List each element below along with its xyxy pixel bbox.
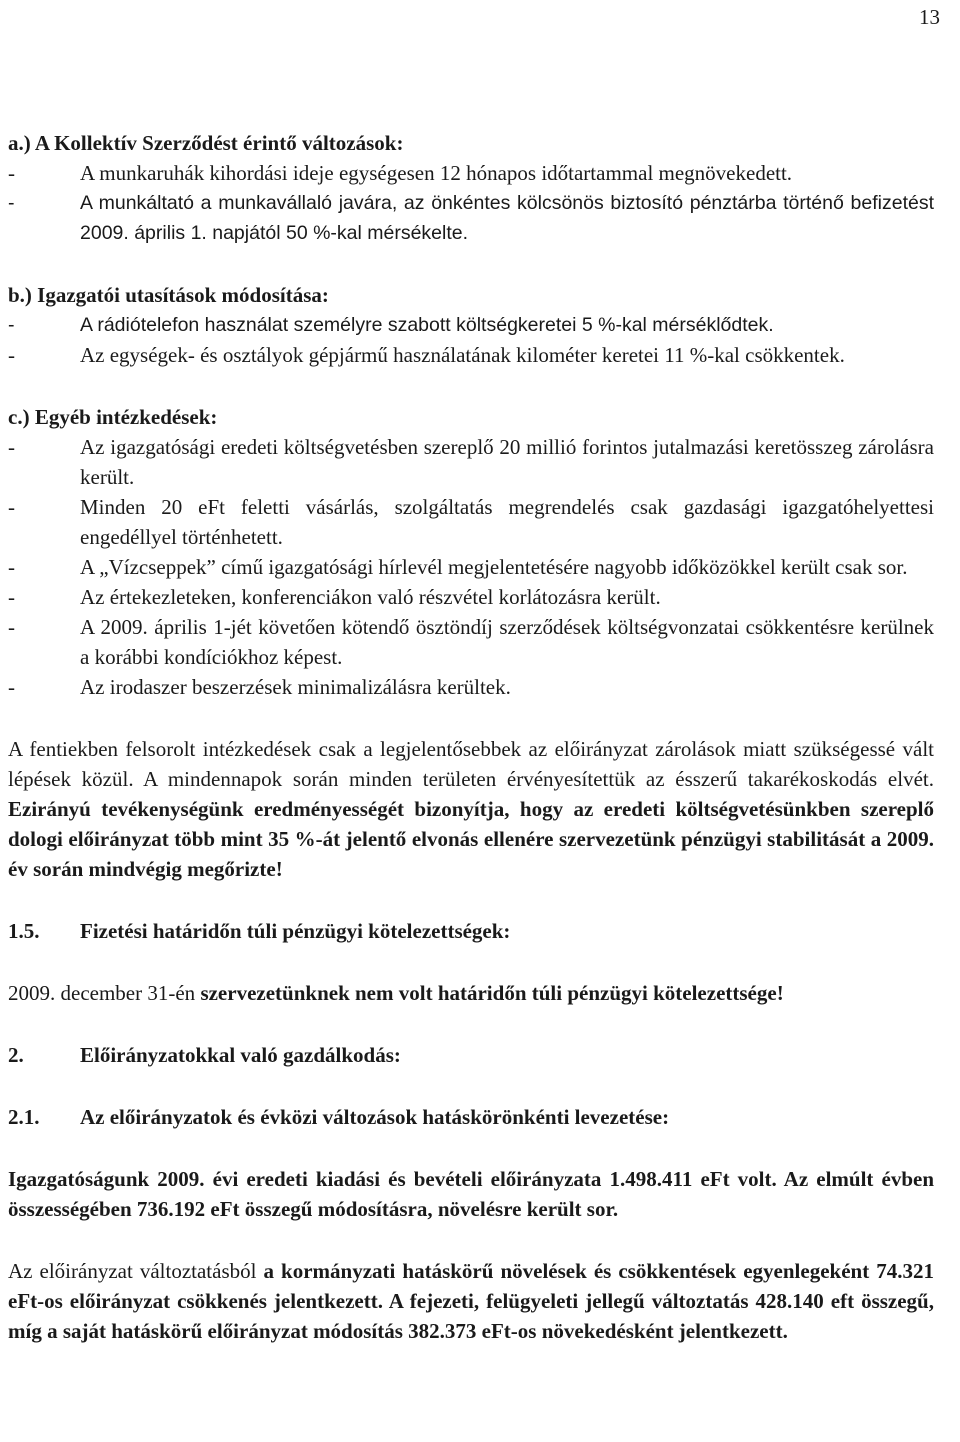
section-2-1-paragraph-1 (8, 1164, 934, 1224)
summary-emphasis: Ezirányú tevékenységünk eredményességét bizonyítja, hogy az eredeti költségvetésünkben szereplő dologi előirányzat több mint 35 %-át jelentő elvonás ellenére szervezetünk pénzügyi stabilitását a 2009. év során mindvégig megőrizte! (8, 797, 934, 881)
page-number: 13 (919, 5, 940, 29)
list-item: - A „Vízcseppek” című igazgatósági hírlevél megjelentetésére nagyobb időközökkel került csak sor. (8, 552, 934, 582)
section-2-1-paragraph-2 (8, 1256, 934, 1346)
list-item: - Az egységek- és osztályok gépjármű használatának kilométer keretei 11 %-kal csökkentek. (8, 340, 934, 370)
section-title: Az előirányzatok és évközi változások hatáskörönkénti levezetése: (80, 1105, 670, 1129)
section-2-1-para1-text: Igazgatóságunk 2009. évi eredeti kiadási és bevételi előirányzata 1.498.411 eFt volt. Az elmúlt évben összességében 736.192 eFt összegű módosításra, növelésre került sor. (8, 1167, 934, 1221)
list-item: - Az értekezleteken, konferenciákon való részvétel korlátozásra került. (8, 582, 934, 612)
list-item: - A 2009. április 1-jét követően kötendő ösztöndíj szerződések költségvonzatai csökkentésre kerülnek a korábbi kondíciókhoz képest. (8, 612, 934, 672)
section-a-heading: a.) A Kollektív Szerződést érintő változások: (8, 131, 404, 155)
list-item: - Minden 20 eFt feletti vásárlás, szolgáltatás megrendelés csak gazdasági igazgatóhelyettesi engedéllyel történhetett. (8, 492, 934, 552)
summary-text: A fentiekben felsorolt intézkedések csak a legjelentősebbek az előirányzat zárolások miatt szükségessé vált lépések közül. A mindennapok során minden területen érvényesítettük az ésszerű takarékoskodás elvét. (8, 737, 934, 791)
list-item: - A munkáltató a munkavállaló javára, az önkéntes kölcsönös biztosító pénztárba történő befizetést 2009. április 1. napjától 50 %-kal mérsékelte. (8, 188, 934, 248)
section-2-1-para2-emphasis: a kormányzati hatáskörű növelések és csökkentések egyenlegeként 74.321 eFt-os előirányzat csökkenés jelentkezett. A fejezeti, felügyeleti jellegű változtatás 428.140 eft összegű, míg a saját hatáskörű előirányzat módosítás 382.373 eFt-os növekedésként jelentkezett. (8, 1259, 934, 1343)
section-1-5-emphasis: szervezetünknek nem volt határidőn túli pénzügyi kötelezettsége! (200, 981, 784, 1005)
section-b-list (8, 310, 934, 370)
section-b-heading: b.) Igazgatói utasítások módosítása: (8, 283, 329, 307)
section-2-1-heading (8, 1102, 934, 1132)
summary-paragraph (8, 734, 934, 884)
section-number: 1.5. (8, 919, 40, 943)
list-item: - Az igazgatósági eredeti költségvetésben szereplő 20 millió forintos jutalmazási keretösszeg zárolásra került. (8, 432, 934, 492)
section-a-list (8, 158, 934, 248)
section-c-list (8, 432, 934, 702)
document-body (8, 128, 934, 1346)
section-1-5-text: 2009. december 31-én (8, 981, 201, 1005)
section-1-5-paragraph (8, 978, 934, 1008)
section-title: Előirányzatokkal való gazdálkodás: (80, 1043, 401, 1067)
section-1-5-heading (8, 916, 934, 946)
section-2-heading (8, 1040, 934, 1070)
section-c-heading: c.) Egyéb intézkedések: (8, 405, 218, 429)
section-number: 2. (8, 1043, 24, 1067)
section-title: Fizetési határidőn túli pénzügyi kötelezettségek: (80, 919, 511, 943)
list-item: - A munkaruhák kihordási ideje egységesen 12 hónapos időtartammal megnövekedett. (8, 158, 934, 188)
section-2-1-para2-text: Az előirányzat változtatásból (8, 1259, 264, 1283)
list-item: - A rádiótelefon használat személyre szabott költségkeretei 5 %-kal mérséklődtek. (8, 310, 934, 340)
section-number: 2.1. (8, 1105, 40, 1129)
list-item: - Az irodaszer beszerzések minimalizálásra kerültek. (8, 672, 934, 702)
